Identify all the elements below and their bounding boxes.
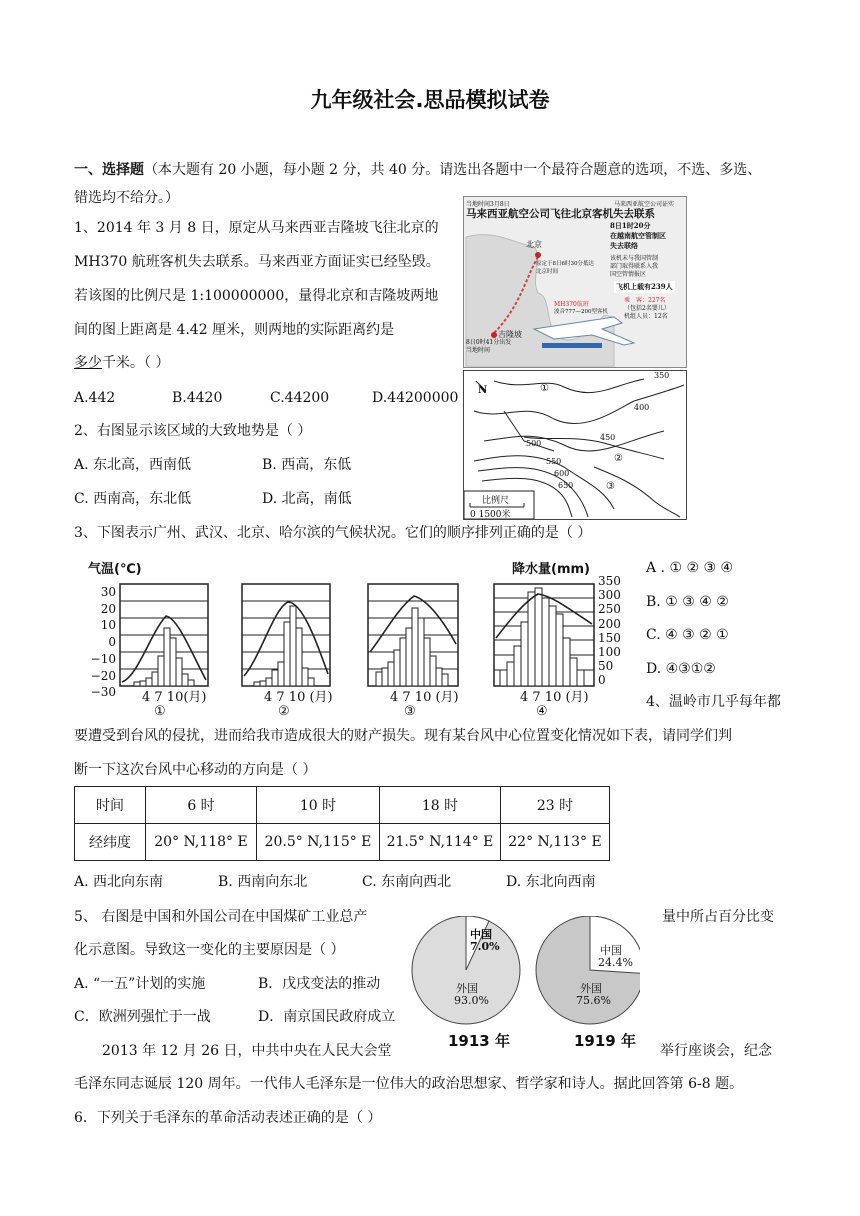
map-top-left: 当地时间3月8日 [466,201,510,208]
pie1-china-label: 中国 [470,928,492,941]
section-heading: 一、选择题 [74,162,144,178]
q1-option-d: D.44200000 [372,390,459,406]
q5-line-1b: 量中所占百分比变 [662,909,774,925]
q2-option-b: B. 西高，东低 [262,457,352,473]
climate-chart-3 [368,584,458,686]
map-mh370-type: 波音777—200型客机 [554,309,608,315]
q1-line-2: MH370 航班客机失去联系。马来西亚方面证实已经坠毁。 [74,254,440,270]
map-box-line-3: 该机未与我国管制 [610,255,659,262]
chart3-number: ③ [404,704,416,719]
table-cell: 20° N,118° E [146,824,257,861]
q1-line-4: 间的图上距离是 4.42 厘米，则两地的实际距离约是 [74,322,395,338]
scale-label: 比例尺 [482,496,510,506]
contour-label-500: 500 [526,439,542,448]
pie1-year: 1913 年 [448,1032,510,1050]
q5-line-1a: 5、 右图是中国和外国公司在中国煤矿工业总产 [74,909,368,925]
table-header-cell: 6 时 [146,787,257,824]
table-header-cell: 23 时 [501,787,610,824]
pie-1919 [536,916,640,1024]
mark-2: ② [614,453,623,464]
map-passengers: 飞机上载有239人 [616,282,673,291]
climate-chart-1 [120,584,208,686]
q5-option-c: C．欧洲列强忙于一战 [74,1009,211,1025]
mark-3: ③ [606,481,615,492]
temp-ticks [90,584,116,701]
precip-tick: 50 [598,659,614,674]
chart4-x-label: 4 7 10 (月) [520,690,589,705]
section-desc-2: 错选均不给分。） [74,190,179,206]
section-desc-1: （本大题有 20 小题，每小题 2 分，共 40 分。请选出各题中一个最符合题意的选项，不选、多选、 [144,162,762,178]
chart4-number: ④ [536,704,548,719]
flight-map-figure [463,196,687,368]
q1-line-5 [74,353,169,373]
intro-line-1a: 2013 年 12 月 26 日，中共中央在人民大会堂 [102,1043,392,1059]
temp-tick: 20 [100,601,116,616]
q1-line-3: 若该图的比例尺是 1:100000000，量得北京和吉隆坡两地 [74,288,439,304]
climate-chart-4 [494,584,594,686]
q3-option-a: A . ① ② ③ ④ [646,560,734,576]
table-header-cell: 18 时 [380,787,501,824]
q5-line-2: 化示意图。导致这一变化的主要原因是（ ） [74,942,345,958]
scale-values: 0 1500米 [470,510,511,520]
q5-option-d: D．南京国民政府成立 [258,1009,396,1025]
map-kl: 吉隆坡 [498,330,522,339]
contour-label-600: 600 [554,469,570,478]
q5-option-a: A. “一五”计划的实施 [74,976,206,992]
q2-option-d: D. 北高，南低 [262,491,352,507]
intro-line-2: 毛泽东同志诞辰 120 周年。一代伟人毛泽东是一位伟大的政治思想家、哲学家和诗人。据此回答第 6-8 题。 [74,1076,744,1092]
typhoon-table [74,786,610,861]
q4-line-2: 要遭受到台风的侵扰，进而给我市造成很大的财产损失。现有某台风中心位置变化情况如下表，请同学们判 [74,728,732,744]
pie2-year: 1919 年 [574,1032,636,1050]
pie-charts-svg [410,916,640,1026]
intro-line-1b: 举行座谈会，纪念 [660,1043,772,1059]
q4-line-1: 4、温岭市几乎每年都 [646,694,781,710]
q1-option-a: A.442 [74,390,116,406]
map-box-line-2: 失去联络 [610,241,638,250]
q4-option-a: A. 西北向东南 [74,874,164,890]
contour-label-550: 550 [546,457,562,466]
climate-charts-svg [118,578,598,688]
q4-option-d: D. 东北向西南 [506,874,596,890]
pie1-foreign-label: 外国 [456,982,478,995]
temp-tick: −10 [90,651,116,666]
q3-option-b: B. ① ③ ④ ② [646,594,729,610]
q2-option-a: A. 东北高，西南低 [74,457,192,473]
precip-ticks [598,574,621,688]
q6-stem: 6．下列关于毛泽东的革命活动表述正确的是（ ） [74,1110,382,1126]
q5-option-b: B．戊戌变法的推动 [258,976,381,992]
contour-label-350: 350 [654,371,670,380]
north-arrow: N [478,385,488,396]
precip-tick: 100 [598,645,621,660]
pie2-china-label: 中国 [600,944,622,957]
pie1-foreign-pct: 93.0% [454,994,489,1007]
table-cell: 20.5° N,115° E [257,824,380,861]
q1-line-1: 1、2014 年 3 月 8 日，原定从马来西亚吉隆坡飞往北京的 [74,220,439,236]
map-arrival-note: 原定于8日6时30分抵达 [536,261,594,267]
q1-option-b: B.4420 [172,390,223,406]
temp-tick: 30 [100,585,116,599]
map-box-line-1: 在越南航空管制区 [610,231,666,240]
map-box-line-4: 部门取得联系入我 [610,263,659,270]
q1-option-c: C.44200 [270,390,330,406]
chart1-x-label: 4 7 10(月) [142,690,207,705]
map-box-line-5: 国空管情报区 [610,271,647,278]
map-bj-time: 北京时间 [536,269,559,275]
map-p1: 乘 客：227名 [624,297,666,304]
temp-tick: 0 [108,635,116,650]
temp-tick: 10 [100,618,116,633]
temp-axis-title: 气温(℃) [88,562,142,577]
pie1-china-pct: 7.0% [470,940,500,953]
q3-option-d: D. ④③①② [646,661,716,677]
mark-1: ① [540,383,549,394]
precip-tick: 350 [598,574,621,588]
map-local-time: 当地时间 [466,347,491,354]
q4-option-b: B. 西南向东北 [218,874,308,890]
map-p2: （包括2名婴儿） [624,305,670,312]
table-row [75,824,610,861]
q1-underline: 多少 [74,355,102,371]
map-time-box: 8日1时20分 [610,221,651,230]
chart1-number: ① [154,704,166,719]
q4-option-c: C. 东南向西北 [362,874,452,890]
map-departure: 8日0时41分出发 [466,339,512,346]
temp-tick: −30 [90,685,116,700]
contour-label-450: 450 [600,433,616,442]
q2-stem: 2、右图显示该区域的大致地势是（ ） [74,423,312,439]
climate-chart-2 [242,584,330,686]
q1-line-5-rest: 千米。（ ） [102,355,170,371]
precip-tick: 0 [598,673,606,688]
precip-tick: 200 [598,616,621,631]
q3-option-c: C. ④ ③ ② ① [646,627,729,643]
precip-tick: 250 [598,602,621,617]
map-banner: 马来西亚航空公司飞往北京客机失去联系 [466,208,655,220]
chart2-x-label: 4 7 10 (月) [264,690,333,705]
contour-label-650: 650 [558,481,574,490]
chart2-number: ② [278,704,290,719]
temp-tick: −20 [90,668,116,683]
precip-tick: 300 [598,588,621,603]
map-top-right: 马来西亚航空公司证实 [614,201,675,208]
contour-label-400: 400 [634,403,650,412]
precip-tick: 150 [598,630,621,645]
table-cell: 22° N,113° E [501,824,610,861]
map-mh370: MH370航班 [554,301,589,308]
table-header-cell: 10 时 [257,787,380,824]
table-cell: 21.5° N,114° E [380,824,501,861]
table-header-row [75,787,610,824]
contour-map-figure [463,370,687,520]
map-beijing: 北京 [526,240,542,249]
q3-stem: 3、下图表示广州、武汉、北京、哈尔滨的气候状况。它们的顺序排列正确的是（ ） [74,525,592,541]
pie2-china-pct: 24.4% [598,956,633,969]
chart3-x-label: 4 7 10 (月) [390,690,459,705]
pie2-foreign-pct: 75.6% [576,994,611,1007]
pie2-foreign-label: 外国 [580,982,602,995]
precip-axis-title: 降水量(mm) [512,562,590,577]
q4-line-3: 断一下这次台风中心移动的方向是（ ） [74,762,317,778]
map-p3: 机组人员：12名 [624,313,668,320]
section-heading-line [74,160,761,180]
page-title: 九年级社会.思品模拟试卷 [310,88,550,112]
table-header-cell: 时间 [75,787,146,824]
table-cell: 经纬度 [75,824,146,861]
pie-1913 [412,916,520,1024]
q2-option-c: C. 西南高，东北低 [74,491,192,507]
